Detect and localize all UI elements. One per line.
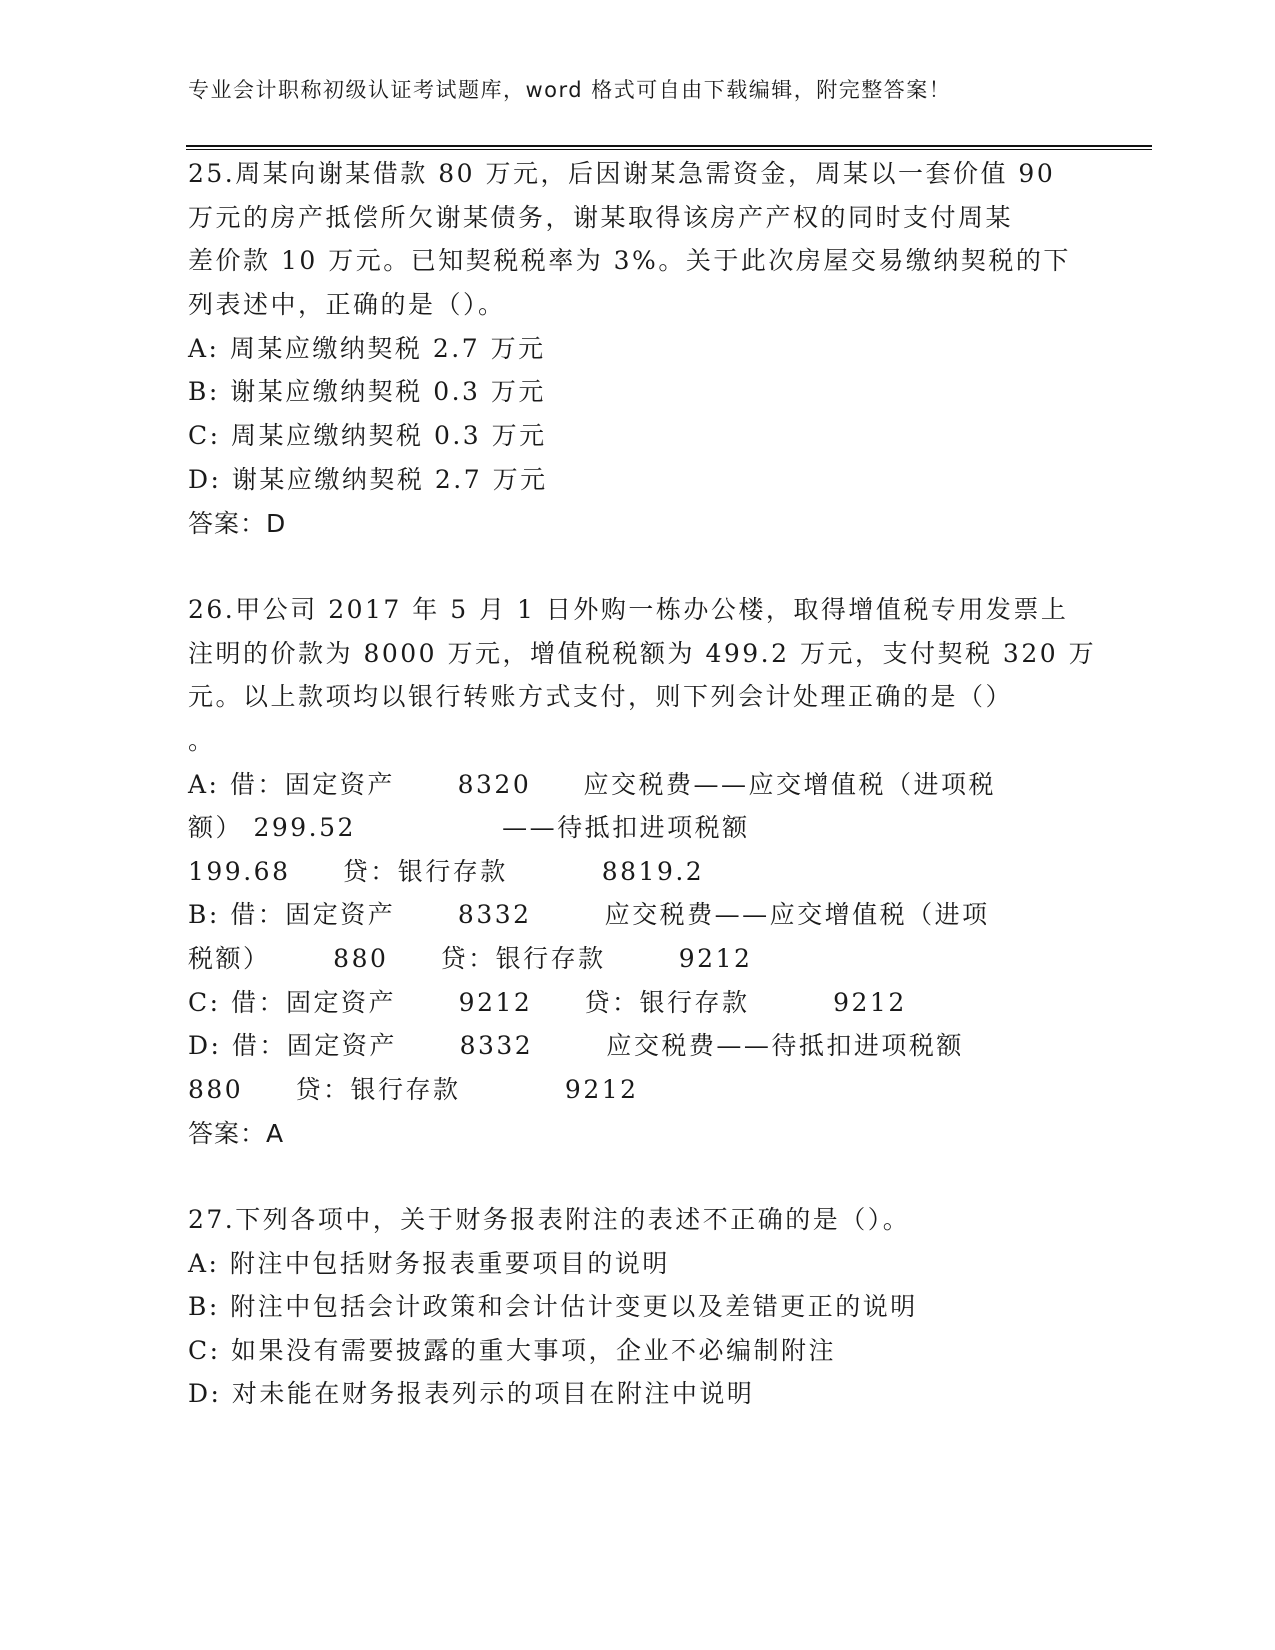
question-stem-line: 注明的价款为 8000 万元，增值税税额为 499.2 万元，支付契税 320 万 (188, 639, 1097, 668)
option-b: B: 附注中包括会计政策和会计估计变更以及差错更正的说明 (188, 1292, 918, 1321)
option-a-continued: 199.68 贷：银行存款 8819.2 (188, 857, 705, 886)
question-stem-line: 26.甲公司 2017 年 5 月 1 日外购一栋办公楼，取得增值税专用发票上 (188, 595, 1069, 624)
option-d: D: 对未能在财务报表列示的项目在附注中说明 (188, 1379, 755, 1408)
option-b-continued: 税额） 880 贷：银行存款 9212 (188, 944, 753, 973)
option-c: C: 如果没有需要披露的重大事项，企业不必编制附注 (188, 1336, 837, 1365)
option-d-continued: 880 贷：银行存款 9212 (188, 1075, 639, 1104)
option-b: B: 借：固定资产 8332 应交税费——应交增值税（进项 (188, 900, 990, 929)
option-a: A: 周某应缴纳契税 2.7 万元 (188, 334, 546, 363)
option-b: B: 谢某应缴纳契税 0.3 万元 (188, 377, 546, 406)
answer-label: 答案：A (188, 1119, 285, 1148)
option-a: A: 附注中包括财务报表重要项目的说明 (188, 1249, 670, 1278)
option-d: D: 谢某应缴纳契税 2.7 万元 (188, 465, 548, 494)
option-d: D: 借：固定资产 8332 应交税费——待抵扣进项税额 (188, 1031, 964, 1060)
option-a: A: 借：固定资产 8320 应交税费——应交增值税（进项税 (188, 770, 996, 799)
header-text: 专业会计职称初级认证考试题库，word 格式可自由下载编辑，附完整答案！ (188, 78, 952, 102)
question-stem-line: 万元的房产抵偿所欠谢某债务，谢某取得该房产产权的同时支付周某 (188, 203, 1014, 232)
question-stem-line: 27.下列各项中，关于财务报表附注的表述不正确的是（）。 (188, 1205, 911, 1234)
question-stem-line: 。 (188, 726, 216, 755)
question-stem-line: 元。以上款项均以银行转账方式支付，则下列会计处理正确的是（） (188, 682, 1014, 711)
question-stem-line: 25.周某向谢某借款 80 万元，后因谢某急需资金，周某以一套价值 90 (188, 159, 1056, 188)
question-stem-line: 列表述中，正确的是（）。 (188, 290, 506, 319)
option-c: C: 借：固定资产 9212 贷：银行存款 9212 (188, 988, 907, 1017)
option-a-continued: 额） 299.52 ——待抵扣进项税额 (188, 813, 750, 842)
option-c: C: 周某应缴纳契税 0.3 万元 (188, 421, 547, 450)
answer-label: 答案：D (188, 509, 287, 538)
header-rule (186, 145, 1152, 147)
question-stem-line: 差价款 10 万元。已知契税税率为 3%。关于此次房屋交易缴纳契税的下 (188, 246, 1071, 275)
